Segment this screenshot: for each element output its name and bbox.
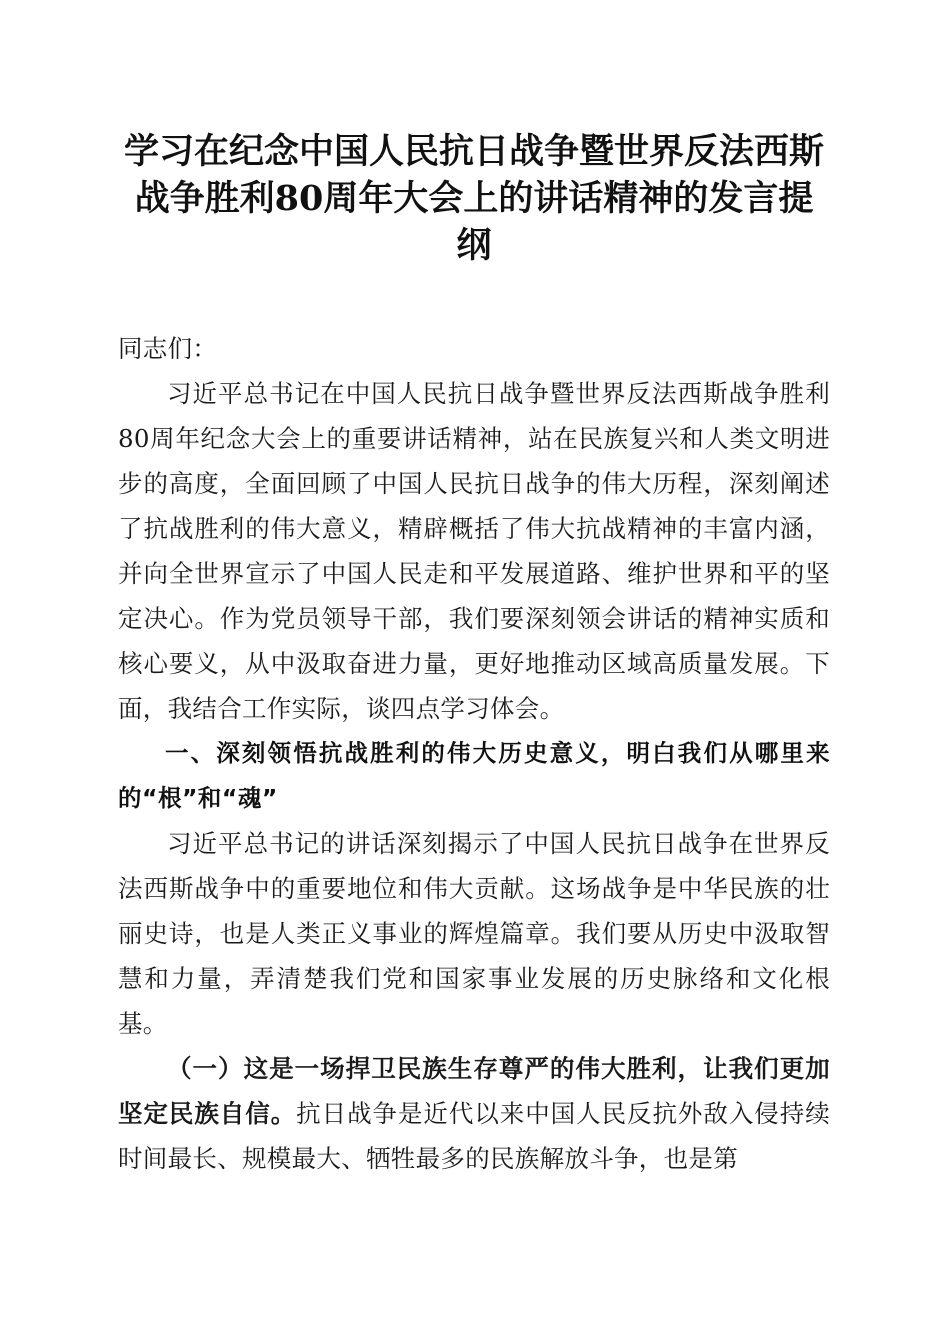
document-page bbox=[118, 128, 830, 1181]
document-title: 学习在纪念中国人民抗日战争暨世界反法西斯战争胜利80周年大会上的讲话精神的发言提纲 bbox=[123, 131, 824, 266]
subsection-one-text: 抗日战争是近代以来中国人民反抗外敌入侵持续时间最长、规模最大、牺牲最多的民族解放斗争，也是第 bbox=[118, 1099, 830, 1173]
section-heading-one: 一、深刻领悟抗战胜利的伟大历史意义，明白我们从哪里来的“根”和“魂” bbox=[118, 739, 830, 812]
document-body bbox=[118, 326, 830, 1181]
intro-paragraph: 习近平总书记在中国人民抗日战争暨世界反法西斯战争胜利80周年纪念大会上的重要讲话精神，站在民族复兴和人类文明进步的高度，全面回顾了中国人民抗日战争的伟大历程，深刻阐述了抗战胜利的伟大意义，精辟概括了伟大抗战精神的丰富内涵，并向全世界宣示了中国人民走和平发展道路、维护世界和平的坚定决心。作为党员领导干部，我们要深刻领会讲话的精神实质和核心要义，从中汲取奋进力量，更好地推动区域高质量发展。下面，我结合工作实际，谈四点学习体会。 bbox=[118, 379, 830, 723]
subsection-one-heading: （一）这是一场捍卫民族生存尊严的伟大胜利，让我们更加坚定民族自信。 bbox=[118, 1054, 830, 1128]
subsection-one-paragraph bbox=[118, 1046, 830, 1181]
section-one-paragraph: 习近平总书记的讲话深刻揭示了中国人民抗日战争在世界反法西斯战争中的重要地位和伟大贡献。这场战争是中华民族的壮丽史诗，也是人类正义事业的辉煌篇章。我们要从历史中汲取智慧和力量，弄清楚我们党和国家事业发展的历史脉络和文化根基。 bbox=[118, 829, 830, 1038]
salutation: 同志们： bbox=[118, 334, 218, 363]
